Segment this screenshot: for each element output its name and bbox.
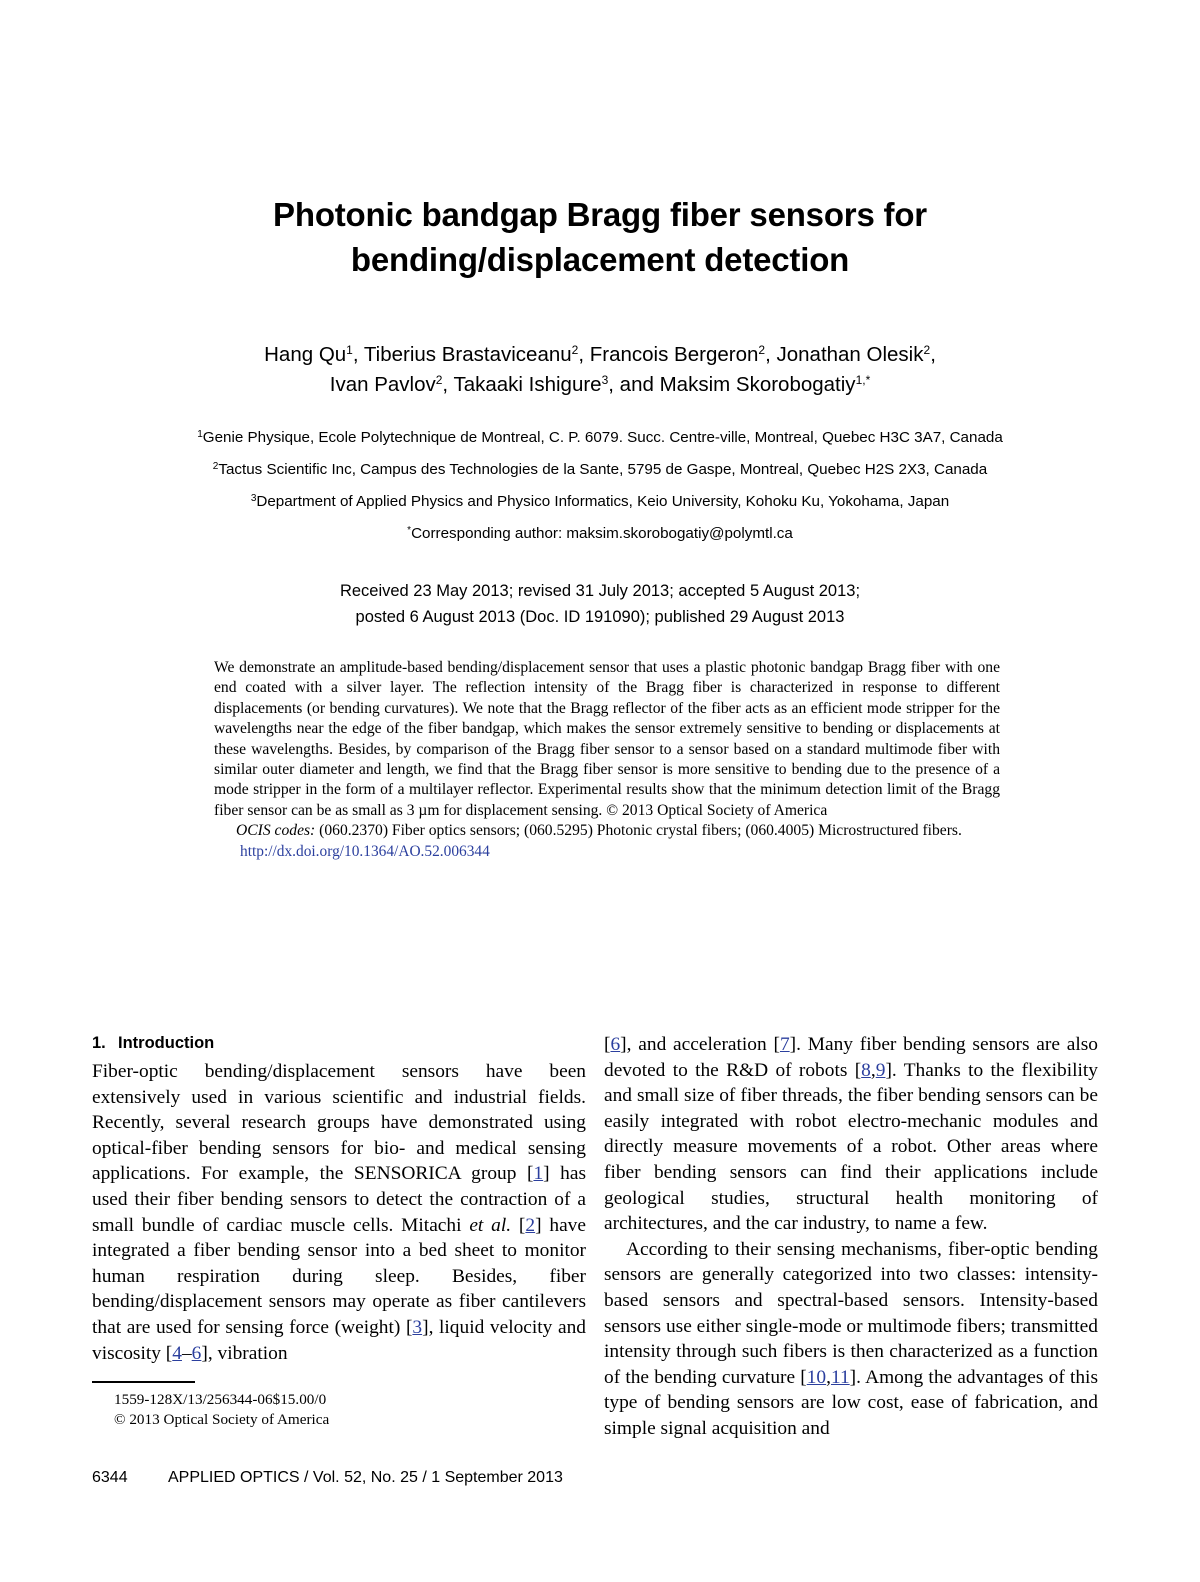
affiliation-item (85, 422, 1115, 454)
affiliation-list (85, 400, 1115, 550)
abstract-body (214, 658, 1000, 821)
par-text: ], and acceleration [ (620, 1034, 780, 1055)
author-affil-marker: 2 (758, 343, 766, 357)
title-line-1: Photonic bandgap Bragg fiber sensors for (273, 196, 927, 233)
affiliation-text: Department of Applied Physics and Physico Informatics, Keio University, Kohoku Ku, Yokohama, Japan (256, 493, 950, 510)
citation-link[interactable]: 9 (875, 1059, 886, 1081)
title-line-2: bending/displacement detection (350, 241, 850, 278)
paragraph-intro (92, 1059, 586, 1366)
citation-range-dash: – (181, 1342, 192, 1364)
section-heading-introduction (92, 1032, 586, 1054)
corresponding-marker: * (407, 525, 412, 536)
doi-link[interactable]: http://dx.doi.org/10.1364/AO.52.006344 (240, 842, 490, 860)
author-affil-marker: 2 (435, 373, 443, 387)
column-right (604, 1032, 1098, 1442)
journal-citation: APPLIED OPTICS / Vol. 52, No. 25 / 1 September 2013 (168, 1469, 563, 1486)
author-list: Hang Qu$^1$, Tiberius Brastaviceanu$^2$, Francois Bergeron$^2$, Jonathan Olesik$^2$, Ivan Pavlov$^2$, Takaaki Ishigure$^3$, and Maksim Skorobogatiy$^{1,*}$ (264, 343, 936, 396)
page-title (85, 0, 1115, 282)
par-text: ], vibration (201, 1342, 288, 1364)
ocis-codes (214, 821, 1000, 841)
author-item: Tiberius Brastaviceanu$^2$, (363, 343, 585, 366)
citation-separator: , (870, 1059, 876, 1081)
par-text: Fiber-optic bending/displacement sensors have been extensively used in various scientific and industrial fields. Recently, several research groups have demonstrated using optical-fiber bending sensors for bio- and medical sensing applications. For example, the SENSORICA group [ (92, 1061, 586, 1185)
corresponding-author (85, 518, 1115, 550)
citation-link[interactable]: 10 (806, 1366, 827, 1388)
par-text: ]. Among the advantages of this type of bending sensors are low cost, ease of fabrication, and simple signal acquisition and (604, 1366, 1098, 1439)
corresponding-text: Corresponding author: maksim.skorobogatiy@polymtl.ca (411, 525, 793, 542)
citation-link[interactable]: 6 (610, 1034, 621, 1055)
bracket-open: [ (604, 1034, 611, 1055)
par-text: ]. Thanks to the flexibility and small size of fiber threads, the fiber bending sensors can be easily integrated with robot electro-mechanic modules and directly measure movements of a robot. Other areas where fiber bending sensors can find their applications include geological studies, structural health monitoring of architectures, and the car industry, to name a few. (604, 1059, 1098, 1235)
doi-line (214, 842, 1000, 862)
ocis-label: OCIS codes: (236, 822, 316, 840)
section-title: Introduction (118, 1034, 215, 1052)
author-affil-marker: 1 (346, 343, 353, 357)
author-affil-marker: 3 (601, 373, 609, 387)
abstract-text: We demonstrate an amplitude-based bending/displacement sensor that uses a plastic photonic bandgap Bragg fiber with one end coated with a silver layer. The reflection intensity of the Bragg fiber is characterized in response to different displacements (or bending curvatures). We note that the Bragg reflector of the fiber acts as an efficient mode stripper for the wavelengths near the edge of the fiber bandgap, which makes the sensor extremely sensitive to bending or displacements at these wavelengths. Besides, by comparison of the Bragg fiber sensor to a sensor based on a standard multimode fiber with similar outer diameter and length, we find that the Bragg fiber sensor is more sensitive to bending due to the presence of a mode stripper in the form of a multilayer reflector. Experimental results show that the minimum detection limit of the Bragg fiber sensor can be as small as 3 µm for displacement sensing. (214, 659, 1000, 819)
citation-link[interactable]: 4 (172, 1342, 182, 1364)
paper-header (85, 0, 1115, 630)
author-affil-marker: 2 (571, 343, 579, 357)
author-item: Francois Bergeron$^2$, (589, 343, 771, 366)
column-left (92, 1032, 586, 1366)
par-text: ] has used their fiber bending sensors to detect the contraction of a small bundle of cardiac muscle cells. Mitachi (92, 1163, 587, 1236)
affiliation-text: Tactus Scientific Inc, Campus des Technologies de la Sante, 5795 de Gaspe, Montreal, Quebec H2S 2X3, Canada (218, 461, 988, 478)
author-item: Maksim Skorobogatiy$^{1,*}$ (659, 373, 871, 396)
footnote-issn: 1559-128X/13/256344-06$15.00/0 (114, 1391, 327, 1408)
par-text: [ (511, 1214, 526, 1236)
citation-separator: , (826, 1366, 831, 1388)
author-item: Ivan Pavlov$^2$, (329, 373, 449, 396)
citation-link[interactable]: 11 (830, 1366, 850, 1388)
author-item: Jonathan Olesik$^2$, (776, 343, 936, 366)
ocis-text: (060.2370) Fiber optics sensors; (060.5295) Photonic crystal fibers; (060.4005) Microstructured fibers. (319, 822, 962, 840)
affiliation-marker: 1 (197, 429, 203, 440)
page-footer (92, 1468, 563, 1488)
affiliation-item (85, 454, 1115, 486)
citation-link[interactable]: 2 (525, 1214, 536, 1236)
par-text: According to their sensing mechanisms, fiber-optic bending sensors are generally categorized into two classes: intensity-based sensors and spectral-based sensors. Intensity-based sensors use either single-mode or multimode fibers; transmitted intensity through such fibers is then characterized as a function of the bending curvature [ (604, 1238, 1098, 1388)
publication-dates (85, 550, 1115, 630)
par-text: ] have integrated a fiber bending sensor into a bed sheet to monitor human respiration during sleep. Besides, fiber bending/displacement sensors may operate as fiber cantilevers that are used for sensing force (weight) [ (92, 1214, 586, 1338)
affiliation-marker: 2 (212, 461, 219, 472)
paragraph-sensing-mechanisms (604, 1237, 1098, 1442)
citation-link[interactable]: 6 (191, 1342, 202, 1364)
affiliation-item (85, 486, 1115, 518)
par-italic: et al. (469, 1214, 512, 1236)
citation-link[interactable]: 7 (779, 1034, 790, 1055)
author-affil-marker: 2 (923, 343, 931, 357)
footnote-copyright: © 2013 Optical Society of America (114, 1411, 330, 1428)
citation-link[interactable]: 8 (861, 1059, 871, 1081)
dates-line-1: Received 23 May 2013; revised 31 July 2013; accepted 5 August 2013; (339, 582, 861, 600)
author-item: Hang Qu$^1$, (264, 343, 359, 366)
citation-link[interactable]: 1 (533, 1163, 544, 1185)
section-number: 1. (92, 1034, 106, 1052)
par-text: ], liquid velocity and viscosity [ (92, 1316, 586, 1364)
footnote-block (92, 1381, 586, 1430)
footnote-rule (92, 1381, 195, 1383)
abstract-copyright: © 2013 Optical Society of America (606, 801, 828, 819)
affiliation-text: Genie Physique, Ecole Polytechnique de Montreal, C. P. 6079. Succ. Centre-ville, Montreal, Quebec H3C 3A7, Canada (202, 429, 1003, 446)
dates-line-2: posted 6 August 2013 (Doc. ID 191090); published 29 August 2013 (355, 608, 845, 626)
page-number: 6344 (92, 1469, 128, 1486)
citation-link[interactable]: 3 (412, 1316, 423, 1338)
affiliation-marker: 3 (250, 493, 257, 504)
par-text: ]. Many fiber bending sensors are also devoted to the R&D of robots [ (604, 1034, 1099, 1081)
author-affil-marker: 1,* (855, 373, 871, 387)
author-item: Takaaki Ishigure$^3$, (453, 373, 614, 396)
paragraph-intro-cont (604, 1032, 1098, 1237)
abstract-section (214, 658, 1000, 862)
